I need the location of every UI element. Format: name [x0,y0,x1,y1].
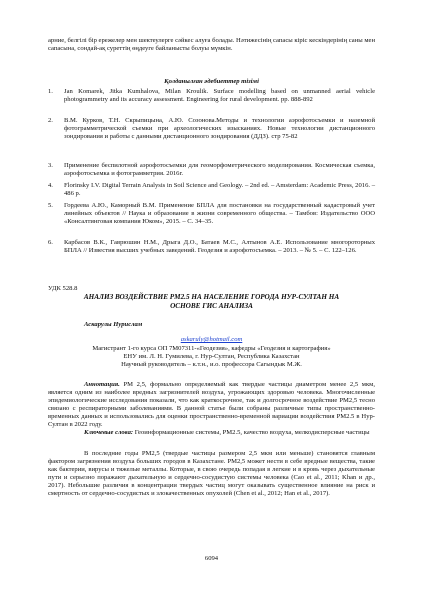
udk-code: УДК 528.8 [48,285,78,292]
reference-item [48,88,375,104]
abstract-label: Аннотация. [84,381,120,388]
affiliation-line1: Магистрант 1-го курса ОП 7М07311-«Геодезия», кафедры «Геодезия и картография» [92,345,331,352]
keywords-text: Геоинформационные системы, PM2.5, качество воздуха, мелкодисперсные частицы [133,429,370,436]
references-heading: Қолданылған әдебиеттер тізімі [164,78,259,85]
keywords-label: Ключевые слова: [84,429,134,436]
reference-item [48,202,375,226]
abstract [48,381,375,430]
reference-item [48,182,375,198]
keywords [48,429,375,437]
email-line [48,336,375,344]
reference-text: Применение беспилотной аэрофотосъемки для геоморфометрического моделирования. Космическая съемка, аэрофотосъемка и фотограмметрия. 2016г. [64,162,375,178]
affiliation-line3: Научный руководитель – к.т.н., и.о. профессора Сагындык М.Ж. [121,361,302,369]
author-name: Аскарулы Нурислам [84,321,143,328]
reference-item [48,239,375,255]
affiliation-line2: ЕНУ им. Л. Н. Гумилева, г. Нур-Султан, Республика Казахстан [123,353,300,361]
body-paragraph: В последние годы PM2,5 (твердые частицы размером 2,5 мкм или меньше) становятся главным фактором загрязнения воздуха больших городов в Казахстане. PM2,5 может нести в себе вредные вещества, такие как бактерии, вирусы и тяжелые металлы. Которые, в свою очередь попадая в легкие и в кровь через дыхательные пути и серьезно поражают дыхательную и сердечно-сосудистую системы человека (Cao et al., 2011; Khan и др., 2017). Небольшие различия в концентрации твердых частиц могут оказывать существенное влияние на риск и смертность от сердечно-сосудистых и злокачественных опухолей (Chen et al., 2012; Han et al., 2017). [48,450,375,498]
reference-number: 1. [48,88,53,95]
page-number: 6094 [204,555,219,562]
reference-item [48,162,375,178]
reference-text: Jan Komarek, Jitka Kumhalova, Milan Kroulik. Surface modelling based on unmanned aerial vehicle photogrammetry and its accuracy assessment. Engineering for rural development. pp. 888-892 [64,88,375,104]
reference-number: 4. [48,182,53,189]
reference-text: Карбасов В.К., Гаврюшин Н.М., Дрыга Д.О., Батаев М.С., Алтынов А.Е. Использование многороторных БПЛА // Известия высших учебных заведений. Геодезия и аэрофотосъемка. – 2013. – № 5. – С. 122–126. [64,239,375,255]
reference-text: В.М. Курков, Т.Н. Скрыпицына, А.Ю. Созонова.Методы и технологии аэрофотосъемки и наземной фотограмметрической съемки при археологических изысканиях. Новые технологии дистанционного зондирования и работы с данными дистанционного зондирования (ДДЗ). стр 75-82 [64,117,375,141]
reference-number: 2. [48,117,53,124]
article-title-line2: ОСНОВЕ ГИС АНАЛИЗА [170,302,253,311]
abstract-text: PM 2,5, формально определяемый как твердые частицы диаметром менее 2,5 мкм, является одним из наиболее вредных загрязнителей воздуха, угрожающих здоровью человека. Многочисленные эпидемиологические исследования показали, что как краткосрочное, так и долгосрочное воздействие PM2,5 тесно связано с респираторными заболеваниями. В данной статье были собраны различные типы пространственно-временных данных и использовались для оценки пространственно-временной вариации воздействия PM2.5 в Нур-Султан в 2022 году. [48,381,375,429]
article-title-line1: АНАЛИЗ ВОЗДЕЙСТВИЕ PM2.5 НА НАСЕЛЕНИЕ ГОРОДА НУР-СУЛТАН НА [83,293,340,301]
reference-item [48,117,375,141]
reference-number: 3. [48,162,53,169]
reference-text: Гордеева А.Ю., Каморный В.М. Применение БПЛА для постановки на государственный кадастровый учет линейных объектов // Наука и образование в жизни современного общества. – Тамбов: Издательство ООО «Консалтинговая компания Юком», 2015. – С. 34–35. [64,202,375,226]
reference-number: 6. [48,239,53,246]
affiliation [48,345,375,369]
author-email-link[interactable]: askaruly@hotmail.com [180,336,243,343]
reference-number: 5. [48,202,53,209]
top-paragraph: арние, белгілі бір ережелер мен шектеулерге сәйкес алуға болады. Нәтижесінің сапасы кіріс кескіндерінің саны мен сапасына, сондай-ақ суреттің өңдеуге байланысты болуы мүмкін. [48,37,375,53]
reference-text: Florinsky I.V. Digital Terrain Analysis in Soil Science and Geology. – 2nd ed. – Amsterdam: Academic Press, 2016. – 486 p. [64,182,375,198]
article-title [40,293,383,312]
